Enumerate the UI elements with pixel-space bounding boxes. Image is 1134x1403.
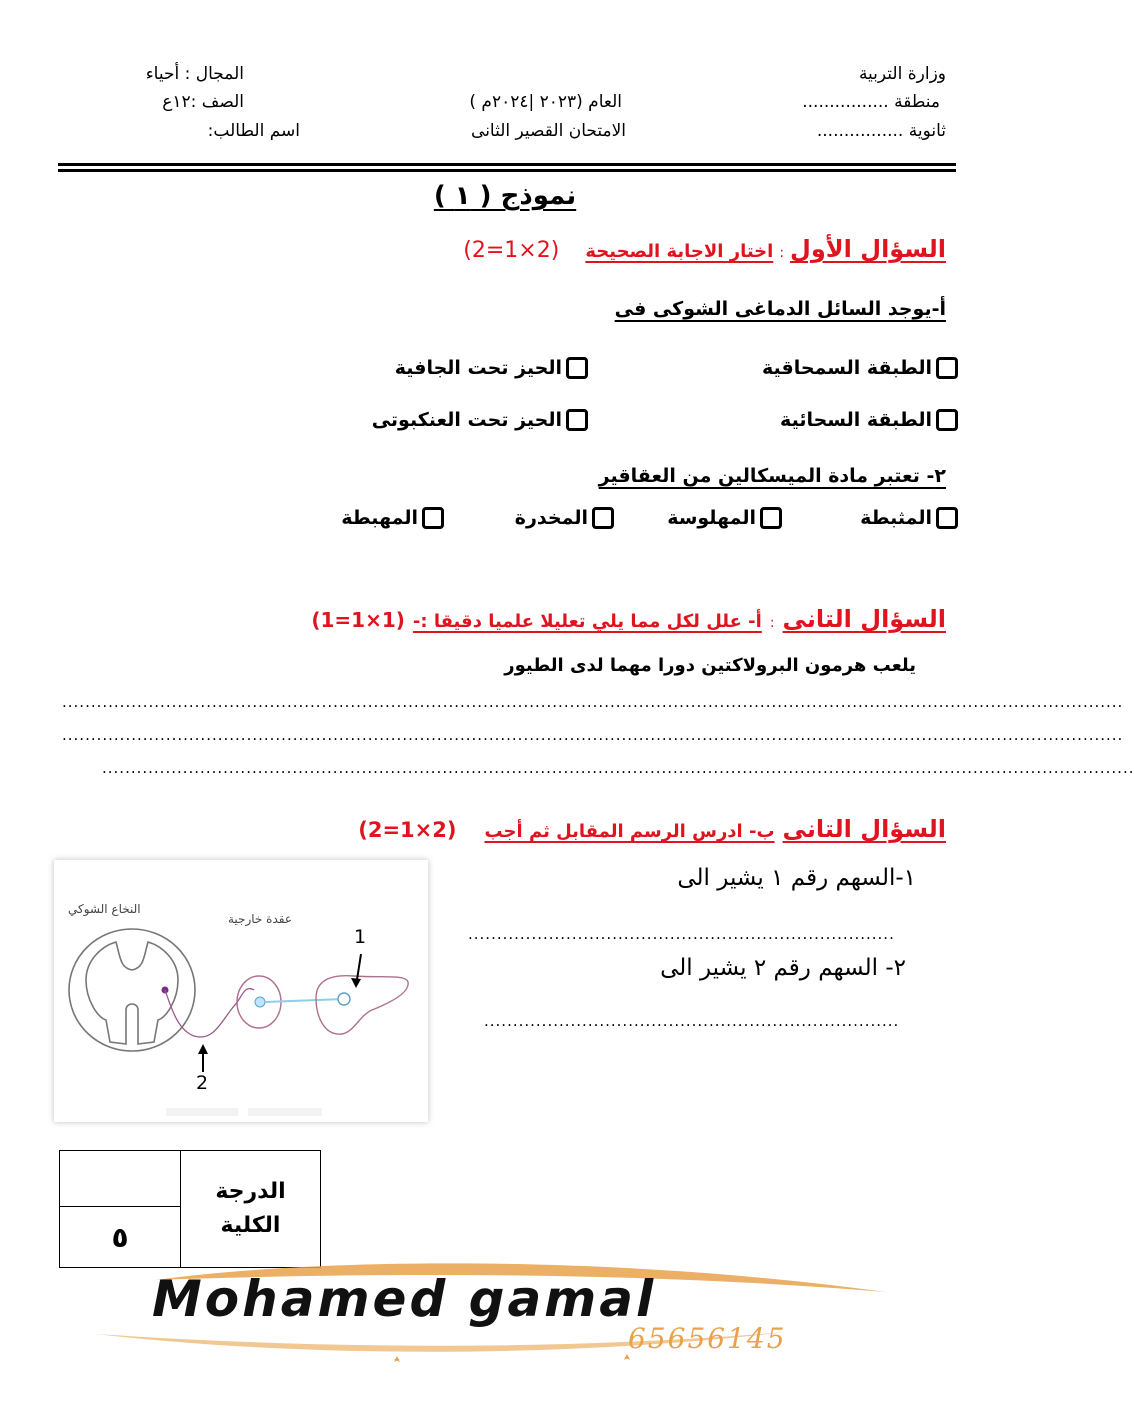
- q1a-option-2-label: الحيز تحت الجافية: [394, 357, 562, 379]
- header-rule-top: [58, 163, 956, 166]
- q1a-option-4-label: الحيز تحت العنكبوتى: [371, 409, 562, 431]
- year-text: العام (٢٠٢٣ |٢٠٢٤م ): [469, 92, 622, 112]
- q1b-option-3[interactable]: [515, 507, 614, 529]
- q1-separator: :: [779, 245, 785, 261]
- checkbox[interactable]: [936, 507, 958, 529]
- q1a-option-3-label: الطبقة السحائية: [780, 409, 932, 431]
- checkbox[interactable]: [936, 357, 958, 379]
- answer-line-2[interactable]: ........................................................................................................................................................................................: [62, 726, 1124, 744]
- watermark-name: Mohamed gamal: [152, 1270, 657, 1328]
- checkbox[interactable]: [936, 409, 958, 431]
- grade-empty-cell[interactable]: [60, 1151, 181, 1207]
- subject-text: المجال : أحياء: [145, 64, 244, 84]
- q1b-option-1[interactable]: [860, 507, 958, 529]
- checkbox[interactable]: [422, 507, 444, 529]
- q1a-option-1[interactable]: [762, 357, 958, 379]
- q2b-heading: [358, 815, 946, 843]
- ministry-text: وزارة التربية: [858, 64, 946, 84]
- grade-label-cell: [181, 1151, 321, 1268]
- q2a-marks: (1=1×1): [311, 608, 405, 632]
- q2b-question-2: ٢- السهم رقم ٢ يشير الى: [660, 955, 906, 981]
- q2a-heading: [311, 605, 946, 633]
- q2b-title: السؤال التانى: [782, 815, 946, 843]
- ganglion-cell: [255, 997, 265, 1007]
- diagram-strip: [248, 1108, 322, 1116]
- nerve-diagram-svg: [54, 860, 428, 1122]
- spinal-cord-outline: [69, 929, 195, 1051]
- q1-heading: [463, 235, 946, 263]
- q1b-option-4-label: المهبطة: [341, 507, 418, 529]
- grade-text: الصف :١٢ع: [162, 92, 244, 112]
- q2b-question-1: ١-السهم رقم ١ يشير الى: [677, 865, 916, 891]
- q2b-answer-1[interactable]: ..........................................................................: [468, 925, 895, 943]
- ganglion-label: عقدة خارجية: [228, 912, 292, 926]
- q2a-statement: يلعب هرمون البرولاكتين دورا مهما لدى الطيور: [504, 655, 916, 676]
- answer-line-3[interactable]: ...................................................................................................................................................................................: [102, 759, 1134, 777]
- q2a-title: السؤال التانى: [782, 605, 946, 633]
- q2a-instruction: أ- علل لكل مما يلي تعليلا علميا دقيقا :-: [412, 611, 762, 632]
- q1b-option-4[interactable]: [341, 507, 444, 529]
- watermark-phone: 65656145: [628, 1322, 787, 1355]
- arrow-2-label: 2: [196, 1072, 209, 1094]
- q1b-option-2-label: المهلوسة: [667, 507, 756, 529]
- grade-label-line1: الدرجة: [215, 1178, 286, 1204]
- star-icon: [394, 1356, 400, 1362]
- arrow-1-label: 1: [354, 926, 367, 948]
- school-text: ثانوية ................: [816, 121, 946, 141]
- checkbox[interactable]: [592, 507, 614, 529]
- q1-instruction: اختار الاجابة الصحيحة: [585, 241, 774, 262]
- postganglionic-fiber: [265, 999, 344, 1002]
- q2b-marks: (2=1×2): [358, 818, 457, 842]
- diagram-strip: [166, 1108, 238, 1116]
- checkbox[interactable]: [566, 409, 588, 431]
- answer-line-1[interactable]: ........................................................................................................................................................................................: [62, 693, 1124, 711]
- q1b-option-3-label: المخدرة: [514, 507, 588, 529]
- grade-label-line2: الكلية: [220, 1213, 281, 1238]
- region-text: منطقة ................: [802, 92, 940, 112]
- q1a-option-2[interactable]: [395, 357, 588, 379]
- effector-organ: [316, 976, 408, 1034]
- q2a-separator: :: [769, 615, 775, 631]
- effector-cell: [338, 993, 350, 1005]
- q1b-option-2[interactable]: [667, 507, 782, 529]
- page-title: نموذج ( ١ ): [433, 181, 577, 211]
- spinal-cord-label: النخاع الشوكي: [68, 902, 141, 916]
- q2b-instruction: ب- ادرس الرسم المقابل ثم أجب: [484, 821, 775, 842]
- q2b-answer-2[interactable]: ........................................................................: [484, 1012, 900, 1030]
- student-name-label: اسم الطالب:: [207, 121, 300, 141]
- grade-value: ٥: [60, 1207, 181, 1268]
- q1-title: السؤال الأول: [790, 235, 946, 263]
- q1-item-a: أ-يوجد السائل الدماغى الشوكى فى: [614, 298, 946, 320]
- q1a-option-3[interactable]: [780, 409, 958, 431]
- q1-marks: (2=1×2): [463, 238, 560, 263]
- q1a-option-1-label: الطبقة السمحاقية: [762, 357, 932, 379]
- grade-table: [59, 1150, 321, 1268]
- arrow-1-head: [351, 978, 361, 988]
- checkbox[interactable]: [760, 507, 782, 529]
- arrow-2-head: [198, 1044, 208, 1054]
- nerve-diagram: [54, 860, 428, 1122]
- q1a-option-4[interactable]: [372, 409, 588, 431]
- header-rule-bottom: [58, 169, 956, 172]
- checkbox[interactable]: [566, 357, 588, 379]
- q1b-option-1-label: المثبطة: [860, 507, 932, 529]
- exam-text: الامتحان القصير الثانى: [471, 121, 626, 141]
- q1-item-2: ٢- تعتبر مادة الميسكالين من العقاقير: [598, 465, 946, 487]
